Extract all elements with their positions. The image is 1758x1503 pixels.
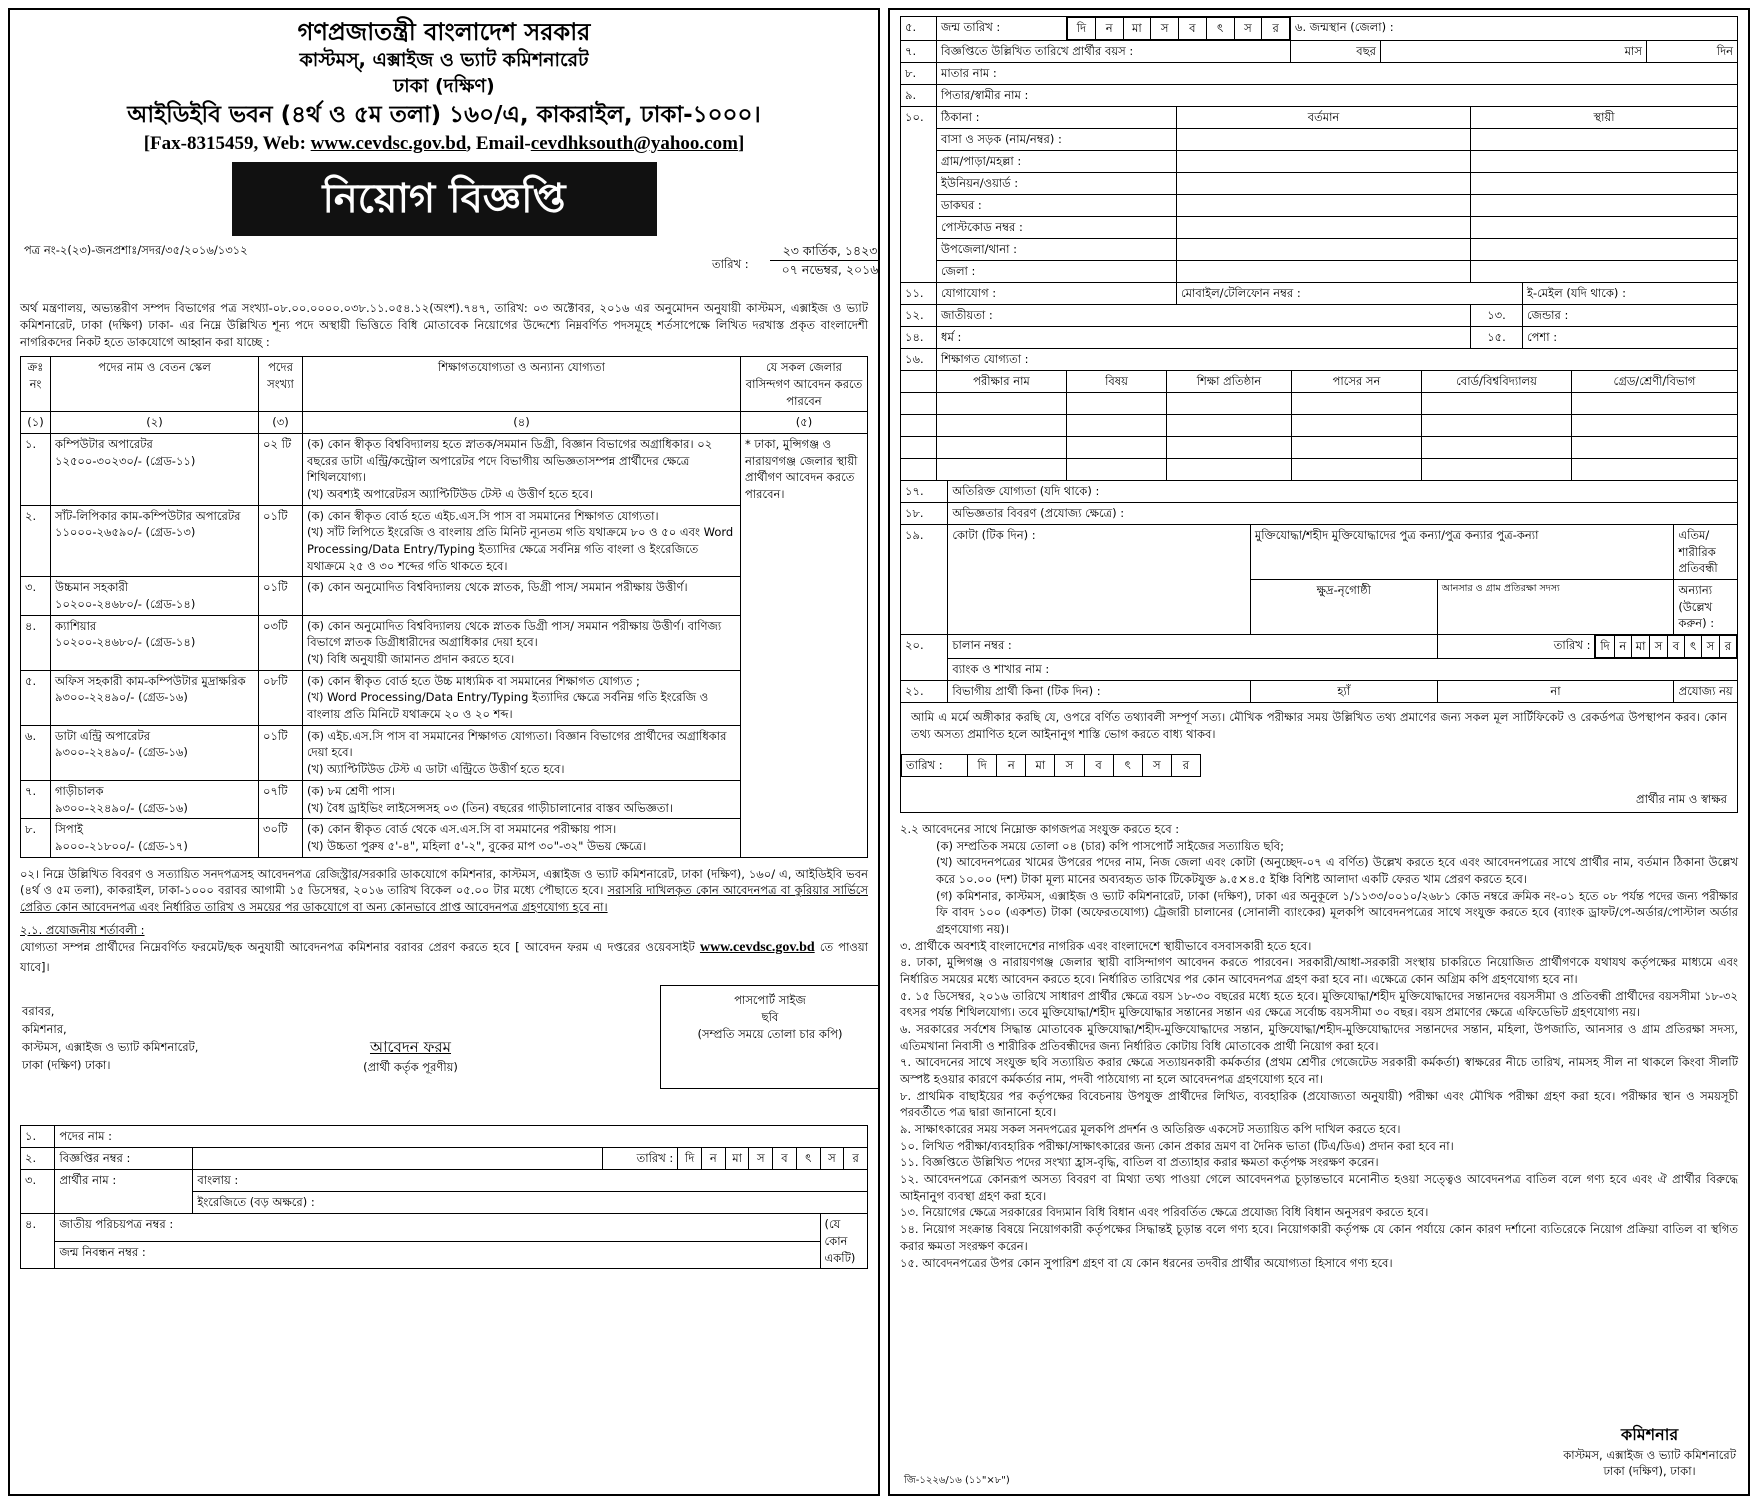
- table-row: ৬. ডাটা এন্ট্রি অপারেটর ৯৩০০-২২৪৯০/- (গ্রেড-১৬) ০১টি (ক) এইচ.এস.সি পাস বা সমমানের শিক্ষাগত যোগ্যতা। বিজ্ঞান বিভাগের প্রার্থীদের অগ্রাধিকার দেয়া হবে। (খ) অ্যাপ্টিটিউড টেস্ট এ ডাটা এন্ট্রিতে উত্তীর্ণ হতে হবে।: [21, 725, 868, 780]
- circular-number-field[interactable]: বিজ্ঞপ্তির নম্বর :: [55, 1148, 193, 1170]
- gender-field[interactable]: জেন্ডার :: [1523, 305, 1738, 327]
- contact-line: [Fax-8315459, Web: www.cevdsc.gov.bd, Email-cevdhksouth@yahoo.com]: [143, 132, 745, 154]
- list-item: ২.২ আবেদনের সাথে নিম্নোক্ত কাগজপত্র সংযুক্ত করতে হবে :: [900, 822, 1180, 837]
- challan-number-field[interactable]: চালান নম্বর :: [948, 635, 1437, 659]
- photo-box: পাসপোর্ট সাইজ ছবি (সম্প্রতি সময়ে তোলা চার কপি): [660, 985, 880, 1089]
- office-address: আইডিইবি ভবন (৪র্থ ও ৫ম তলা) ১৬০/এ, কাকরাইল, ঢাকা-১০০০।: [127, 101, 761, 128]
- form-title: আবেদন ফরম (প্রার্থী কর্তৃক পূরণীয়): [363, 1038, 458, 1074]
- conditions-block: ২.১. প্রযোজনীয় শর্তাবলী : যোগ্যতা সম্পন্ন প্রার্থীদের নিম্নেবর্ণিত ফরমেট/ছক অনুযায়ী আবেদনপত্র কমিশনার বরাবর প্রেরণ করতে হবে [ আবেদন ফরম এ দপ্তরের ওয়েবসাইট www.cevdsc.gov.bd তে পাওয়া যাবে]।: [20, 922, 868, 974]
- declaration-box: [901, 703, 1738, 813]
- nationality-field[interactable]: জাতীয়তা :: [937, 305, 1471, 327]
- table-row: ৩. উচ্চমান সহকারী ১০২০০-২৪৬৮০/- (গ্রেড-১৪) ০১টি (ক) কোন অনুমোদিত বিশ্ববিদ্যালয় থেকে স্নাতক, ডিগ্রী পাস/ সমমান পরীক্ষায় উত্তীর্ণ।: [21, 577, 868, 615]
- intro-paragraph: অর্থ মন্ত্রণালয়, অভ্যন্তরীণ সম্পদ বিভাগের পত্র সংখ্যা-০৮.০০.০০০০.০৩৮.১১.০৫৪.১২(অংশ).৭৪৭, তারিখ: ০৩ অক্টোবর, ২০১৬ এর অনুমোদন অনুযায়ী কাস্টমস, এক্সাইজ ও ভ্যাট কমিশনারেট, ঢাকা (দক্ষিণ) ঢাকা- এর নিম্নে উল্লিখিত শূন্য পদে অস্থায়ী ভিত্তিতে বিধি মোতাবেক নিয়োগের উদ্দেশ্যে নিম্নবর্ণিত পদসমূহে শর্তসাপেক্ষে লিখিত দরখাস্ত প্রকৃত বাংলাদেশী নাগরিকদের নিকট হতে ডাকযোগে আহ্বান করা যাচ্ছে :: [20, 301, 868, 349]
- left-column: [8, 8, 880, 1496]
- gov-title: গণপ্রজাতন্ত্রী বাংলাদেশ সরকার: [297, 18, 591, 46]
- memo-number: পত্র নং-২(২৩)-জনপ্রশাঃ/সদর/৩৫/২০১৬/১৩১২: [24, 243, 248, 258]
- name-bangla-field[interactable]: বাংলায় :: [193, 1170, 868, 1192]
- email-field[interactable]: ই-মেইল (যদি থাকে) :: [1523, 283, 1738, 305]
- list-item: ৩. প্রার্থীকে অবশ্যই বাংলাদেশের নাগরিক এবং বাংলাদেশে স্থায়ীভাবে বসবাসকারী হতে হবে।: [900, 938, 1312, 953]
- applicant-details-table: ৫. জন্ম তারিখ : দি ন মা স ব ৎ স র ৬. জন্মস্থান (জেলা) : ৭. বিজ্ঞপ্তিতে উল্লিখিত তারিখে প্রার্থীর বয়স : বছর মাস দিন ৮. মাতার নাম : ৯. পিতার/স্বামীর নাম : ১০. ঠিকানা : বর্তমান স্থায়ী বাসা ও সড়ক (নাম/নম্বর) : গ্রাম/পাড়া/মহল্লা : ইউনিয়ন/ওয়ার্ড : ডাকঘর : পোস্টকোড নম্বর : উপজেলা/থানা : জেলা : ১১. যোগাযোগ : মোবাইল/টেলিফোন নম্বর : ই-মেইল (যদি থাকে) : ১২. জাতীয়তা : ১৩. জেন্ডার : ১৪. ধর্ম : ১৫. পেশা : ১৬. শিক্ষাগত যোগ্যতা :: [900, 16, 1738, 371]
- signature-label: প্রার্থীর নাম ও স্বাক্ষর: [1636, 792, 1727, 807]
- education-table: পরীক্ষার নাম বিষয় শিক্ষা প্রতিষ্ঠান পাসের সন বোর্ড/বিশ্ববিদ্যালয় গ্রেড/শ্রেণী/বিভাগ: [900, 370, 1738, 481]
- col-count: পদের সংখ্যা: [259, 357, 303, 412]
- list-item: ১১. বিজ্ঞপ্তিতে উল্লিখিত পদের সংখ্যা হ্রাস-বৃদ্ধি, বাতিল বা প্রত্যাহার করার ক্ষমতা কর্তৃপক্ষ সংরক্ষণ করেন।: [900, 1155, 1379, 1170]
- religion-field[interactable]: ধর্ম :: [937, 327, 1471, 349]
- list-item: ৭. আবেদনের সাথে সংযুক্ত ছবি সত্যায়িত করার ক্ষেত্রে সত্যায়নকারী কর্মকর্তার (প্রথম শ্রেণীর গেজেটেড সরকারী কর্মকর্তা) স্বাক্ষরের নীচে তারিখ, নামসহ সীল না থাকলে কিংবা সীলটি অস্পষ্ট হওয়ার কারণে কর্মকর্তার নাম, পদবী পাঠযোগ্য না হলে আবেদনপত্র গ্রহণযোগ্য হবে না।: [900, 1055, 1738, 1087]
- office-name: কাস্টমস্, এক্সাইজ ও ভ্যাট কমিশনারেট: [299, 49, 589, 72]
- masthead: [20, 16, 868, 156]
- office-region: ঢাকা (দক্ষিণ): [393, 75, 495, 98]
- form-header: [20, 985, 868, 1125]
- reference-row: [20, 242, 879, 292]
- applicant-form-table: ১. পদের নাম : ২. বিজ্ঞপ্তির নম্বর : তারিখ : দি ন মা স ব ৎ স র ৩. প্রার্থীর নাম : বাংলায় : ইংরেজিতে (বড় অক্ষরে) : ৪. জাতীয় পরিচয়পত্র নম্বর : (যে কোন একটি) জন্ম নিবন্ধন নম্বর :: [20, 1125, 868, 1269]
- father-name-field[interactable]: পিতার/স্বামীর নাম :: [937, 85, 1738, 107]
- list-item: (খ) আবেদনপত্রের খামের উপরের পদের নাম, নিজ জেলা এবং কোটা (অনুচ্ছেদ-০৭ এ বর্ণিত) উল্লেখ করতে হবে এবং আবেদনপত্রের সাথে প্রার্থীর নাম, বর্তমান ঠিকানা উল্লেখ করে ১০.০০ (দশ) টাকা মূল্য মানের অব্যবহৃত ডাক টিকেটযুক্ত ৯.৫×৪.৫ ইঞ্চি বিশিষ্ট আলাদা একটি ফেরত খাম প্রেরণ করতে হবে।: [936, 855, 1738, 887]
- list-item: ৯. সাক্ষাৎকারের সময় সকল সনদপত্রের মূলকপি প্রদর্শন ও অতিরিক্ত একসেট সত্যায়িত কপি দাখিল করতে হবে।: [900, 1122, 1401, 1137]
- date-label: তারিখ :: [712, 257, 749, 272]
- col-qualification: শিক্ষাগতযোগ্যতা ও অন্যান্য যোগ্যতা: [303, 357, 741, 412]
- list-item: ১০. লিখিত পরীক্ষা/ব্যবহারিক পরীক্ষা/সাক্ষাৎকারের জন্য কোন প্রকার ভ্রমণ বা দৈনিক ভাতা (টিএ/ডিএ) প্রদান করা হবে না।: [900, 1138, 1454, 1153]
- notice-banner: নিয়োগ বিজ্ঞপ্তি: [232, 162, 657, 236]
- table-row[interactable]: [901, 437, 1738, 459]
- experience-field[interactable]: অভিজ্ঞতার বিবরণ (প্রযোজ্য ক্ষেত্রে) :: [948, 503, 1738, 525]
- post-name-field[interactable]: পদের নাম :: [55, 1126, 868, 1148]
- col-districts: যে সকল জেলার বাসিন্দগণ আবেদন করতে পারবেন: [741, 357, 868, 412]
- col-serial: ক্রঃ নং: [21, 357, 51, 412]
- email-link[interactable]: cevdhksouth@yahoo.com: [530, 132, 738, 154]
- table-row: ৪. ক্যাশিয়ার ১০২০০-২৪৬৮০/- (গ্রেড-১৪) ০৩টি (ক) কোন অনুমোদিত বিশ্ববিদ্যালয় থেকে স্নাতক ডিগ্রী পাস/ সমমান পরীক্ষায় উত্তীর্ণ। বাণিজ্য বিভাগে স্নাতক ডিগ্রীধারীদের অগ্রাধিকার দেয়া হবে। (খ) বিধি অনুযায়ী জামানত প্রদান করতে হবে।: [21, 615, 868, 670]
- list-item: (গ) কমিশনার, কাস্টমস, এক্সাইজ ও ভ্যাট কমিশনারেট, ঢাকা (দক্ষিণ), ঢাকা এর অনুকূলে ১/১১৩৩/০০১০/২৬৮১ কোড নম্বরে ক্রমিক নং-০১ হতে ০৮ পর্যন্ত পদের জন্য পরীক্ষার ফি বাবদ ১০০ (একশত) টাকা (অফেরতযোগ্য) ট্রেজারী চালানের (সোনালী ব্যাংকের) মূলকপি আবেদনপত্রের সাথে সংযুক্ত করতে হবে (ব্যাংক ড্রাফট/পে-অর্ডার/পোস্টাল অর্ডার গ্রহণযোগ্য নয়)।: [936, 888, 1738, 937]
- nid-field[interactable]: জাতীয় পরিচয়পত্র নম্বর :: [55, 1214, 820, 1242]
- birthplace-field[interactable]: ৬. জন্মস্থান (জেলা) :: [1291, 17, 1738, 41]
- form-website-link[interactable]: www.cevdsc.gov.bd: [699, 940, 815, 956]
- table-row[interactable]: [901, 393, 1738, 415]
- district-note: * ঢাকা, মুন্সিগঞ্জ ও নারায়ণগঞ্জ জেলার স্থায়ী প্রার্থীগণ আবেদন করতে পারবেন।: [741, 434, 868, 857]
- table-row: ৭. গাড়ীচালক ৯৩০০-২২৪৯০/- (গ্রেড-১৬) ০৭টি (ক) ৮ম শ্রেণী পাস। (খ) বৈধ ড্রাইভিং লাইসেন্সসহ ০৩ (তিন) বছরের গাড়ীচালানোর বাস্তব অভিজ্ঞতা।: [21, 780, 868, 818]
- table-row: ২. সাঁট-লিপিকার কাম-কম্পিউটার অপারেটর ১১০০০-২৬৫৯০/- (গ্রেড-১৩) ০১টি (ক) কোন স্বীকৃত বোর্ড হতে এইচ.এস.সি পাস বা সমমানের শিক্ষাগত যোগ্যতা। (খ) সাঁট লিপিতে ইংরেজি ও বাংলায় প্রতি মিনিট ন্যূনতম গতি যথাক্রমে ৮০ ও ৫০ এবং Word Processing/Data Entry/Typing ইত্যাদির ক্ষেত্রে সর্বনিম্ন গতি বাংলা ও ইংরেজিতে যথাক্রমে ২৫ ও ৩০ শব্দের গতি থাকতে হবে।: [21, 505, 868, 577]
- addressee: বরাবর, কমিশনার, কাস্টমস, এক্সাইজ ও ভ্যাট কমিশনারেট, ঢাকা (দক্ষিণ) ঢাকা।: [22, 1004, 199, 1072]
- quota-freedom-fighter[interactable]: মুক্তিযোদ্ধা/শহীদ মুক্তিযোদ্ধাদের পুত্র কন্যা/পুত্র কন্যার পুত্র-কন্যা: [1250, 525, 1674, 580]
- posts-table: ক্রঃ নং পদের নাম ও বেতন স্কেল পদের সংখ্যা শিক্ষাগতযোগ্যতা ও অন্যান্য যোগ্যতা যে সকল জেলার বাসিন্দগণ আবেদন করতে পারবেন (১) (২) (৩) (৪) (৫) ১. কম্পিউটার অপারেটর ১২৫০০-৩০২৩০/- (গ্রেড-১১) ০২ টি (ক) কোন স্বীকৃত বিশ্ববিদ্যালয় হতে স্নাতক/সমমান ডিগ্রী, বিজ্ঞান বিভাগের অগ্রাধিকার। ০২ বছরের ডাটা এন্ট্রি/কন্ট্রোল অপারেটর পদে বিভাগীয় অভিজ্ঞতাসম্পন্ন প্রার্থীদের ক্ষেত্রে শিথিলযোগ্য। (খ) অবশ্যই অপারেটরস অ্যাপ্টিটিউড টেস্ট এ উত্তীর্ণ হতে হবে। * ঢাকা, মুন্সিগঞ্জ ও নারায়ণগঞ্জ জেলার স্থায়ী প্রার্থীগণ আবেদন করতে পারবেন। ২. সাঁট-লিপিকার কাম-কম্পিউটার অপারেটর ১১০০০-২৬৫৯০/- (গ্রেড-১৩) ০১টি (ক) কোন স্বীকৃত বোর্ড হতে এইচ.এস.সি পাস বা সমমানের শিক্ষাগত যোগ্যতা। (খ) সাঁট লিপিতে ইংরেজি ও বাংলায় প্রতি মিনিট ন্যূনতম গতি যথাক্রমে ৮০ ও ৫০ এবং Word Processing/Data Entry/Typing ইত্যাদির ক্ষেত্রে সর্বনিম্ন গতি বাংলা ও ইংরেজিতে যথাক্রমে ২৫ ও ৩০ শব্দের গতি থাকতে হবে। ৩. উচ্চমান সহকারী ১০২০০-২৪৬৮০/- (গ্রেড-১৪) ০১টি (ক) কোন অনুমোদিত বিশ্ববিদ্যালয় থেকে স্নাতক, ডিগ্রী পাস/ সমমান পরীক্ষায় উত্তীর্ণ। ৪. ক্যাশিয়ার ১০২০০-২৪৬৮০/- (গ্রেড-১৪) ০৩টি (ক) কোন অনুমোদিত বিশ্ববিদ্যালয় থেকে স্নাতক ডিগ্রী পাস/ সমমান পরীক্ষায় উত্তীর্ণ। বাণিজ্য বিভাগে স্নাতক ডিগ্রীধারীদের অগ্রাধিকার দেয়া হবে। (খ) বিধি অনুযায়ী জামানত প্রদান করতে হবে। ৫. অফিস সহকারী কাম-কম্পিউটার মুদ্রাক্ষরিক ৯৩০০-২২৪৯০/- (গ্রেড-১৬) ০৮টি (ক) কোন স্বীকৃত বোর্ড হতে উচ্চ মাধ্যমিক বা সমমানের শিক্ষাগত যোগ্যত ; (খ) Word Processing/Data Entry/Typing ইত্যাদির ক্ষেত্রে সর্বনিম্ন গতি ইংরেজি ও বাংলায় প্রতি মিনিটে যথাক্রমে ২০ ও ২০ শব্দ। ৬. ডাটা এন্ট্রি অপারেটর ৯৩০০-২২৪৯০/- (গ্রেড-১৬) ০১টি (ক) এইচ.এস.সি পাস বা সমমানের শিক্ষাগত যোগ্যতা। বিজ্ঞান বিভাগের প্রার্থীদের অগ্রাধিকার দেয়া হবে। (খ) অ্যাপ্টিটিউড টেস্ট এ ডাটা এন্ট্রিতে উত্তীর্ণ হতে হবে। ৭. গাড়ীচালক ৯৩০০-২২৪৯০/- (গ্রেড-১৬) ০৭টি (ক) ৮ম শ্রেণী পাস। (খ) বৈধ ড্রাইভিং লাইসেন্সসহ ০৩ (তিন) বছরের গাড়ীচালানোর বাস্তব অভিজ্ঞতা। ৮. সিপাই ৯০০০-২১৮০০/- (গ্রেড-১৭) ৩০টি (ক) কোন স্বীকৃত বোর্ড থেকে এস.এস.সি বা সমমানের পরীক্ষায় পাস। (খ) উচ্চতা পুরুষ ৫'-৪", মহিলা ৫'-২", বুকের মাপ ৩০"-৩২" উভয় ক্ষেত্রে।: [20, 356, 868, 857]
- issue-date: ২৩ কার্তিক, ১৪২৩ ০৭ নভেম্বর, ২০১৬: [770, 242, 880, 279]
- list-item: ১৪. নিয়োগ সংক্রান্ত বিষয়ে নিয়োগকারী কর্তৃপক্ষের সিদ্ধান্তই চূড়ান্ত বলে গণ্য হবে। নিয়োগকারী কর্তৃপক্ষ যে কোন পর্যায়ে কোন কারণ দর্শানো ব্যতিরেকে নিয়োগ প্রক্রিয়া বাতিল বা স্থগিত করার ক্ষমতা সংরক্ষণ করেন।: [900, 1222, 1738, 1253]
- list-item: ৪. ঢাকা, মুন্সিগঞ্জ ও নারায়ণগঞ্জ জেলার স্থায়ী বাসিন্দাগণ আবেদন করতে পারবেন। সরকারী/আধা-সরকারী সংস্থায় চাকরিতে নিয়োজিত প্রার্থীগণকে যথাযথ কর্তৃপক্ষের মাধ্যমে এবং নির্ধারিত সময়ের মধ্যে আবেদন করতে হবে। নির্ধারিত তারিখের পর কোন আবেদনপত্র গ্রহণ করা হবে না। এক্ষেত্রে কোন অগ্রিম কপি গ্রহণযোগ্য হবে না।: [900, 955, 1738, 987]
- quota-ansar[interactable]: আনসার ও গ্রাম প্রতিরক্ষা সদস্য: [1437, 580, 1674, 635]
- extra-qualification-field[interactable]: অতিরিক্ত যোগ্যতা (যদি থাকে) :: [948, 481, 1738, 503]
- declaration-date-boxes: তারিখ : দি ন মা স ব ৎ স র: [901, 754, 1201, 777]
- list-item: ৫. ১৫ ডিসেম্বর, ২০১৬ তারিখে সাধারণ প্রার্থীর ক্ষেত্রে বয়স ১৮-৩০ বছরের মধ্যে হতে হবে। মুক্তিযোদ্ধা/শহীদ মুক্তিযোদ্ধাদের সন্তানদের বয়সসীমা ও প্রতিবন্ধী প্রার্থীদের বয়সসীমা ১৮-৩২ বৎসর পর্যন্ত শিথিলযোগ্য। তবে মুক্তিযোদ্ধা/শহীদ মুক্তিযোদ্ধার সন্তানের সন্তান এর ক্ষেত্রে সর্বোচ্চ বয়সসীমা ৩০ বছর। বয়স প্রমাণের ক্ষেত্রে এফিডেভিট গ্রহণযোগ্য নয়।: [900, 988, 1738, 1020]
- table-row[interactable]: [901, 459, 1738, 481]
- list-item: ৮. প্রাথমিক বাছাইয়ের পর কর্তৃপক্ষের বিবেচনায় উপযুক্ত প্রার্থীদের লিখিত, ব্যবহারিক (প্রযোজ্যতা অনুযায়ী) পরীক্ষা এবং মৌখিক পরীক্ষা গ্রহণ করা হবে। পরীক্ষার স্থান ও সময়সূচী পরবর্তীতে পত্র দ্বারা জানানো হবে।: [900, 1088, 1738, 1120]
- submission-paragraph: ০২। নিম্নে উল্লিখিত বিবরণ ও সত্যায়িত সনদপত্রসহ আবেদনপত্র রেজিস্ট্রার/সরকারি ডাকযোগে কমিশনার, কাস্টমস, এক্সাইজ ও ভ্যাট কমিশনারেট, ঢাকা (দক্ষিণ), ১৬০/ এ, আইডিইবি ভবন (৪র্থ ও ৫ম তলা), কাকরাইল, ঢাকা-১০০০ বরাবর আগামী ১৫ ডিসেম্বর, ২০১৬ তারিখ বিকেল ০৫.০০ টার মধ্যে পৌছাতে হবে। সরাসরি দাখিলকৃত কোন আবেদনপত্র বা কুরিয়ার সার্ভিসে প্রেরিত কোন আবেদনপত্র এবং নির্ধারিত তারিখ ও সময়ের পর ডাকযোগে বা অন্য কোনভাবে প্রাপ্ত আবেদনপত্র গ্রহণযোগ্য হবে না।: [20, 866, 869, 914]
- table-row[interactable]: [901, 415, 1738, 437]
- challan-date-boxes[interactable]: দি ন মা স ব ৎ স র: [1595, 635, 1738, 659]
- website-link[interactable]: www.cevdsc.gov.bd: [310, 132, 467, 154]
- table-row: ৮. সিপাই ৯০০০-২১৮০০/- (গ্রেড-১৭) ৩০টি (ক) কোন স্বীকৃত বোর্ড থেকে এস.এস.সি বা সমমানের পরীক্ষায় পাস। (খ) উচ্চতা পুরুষ ৫'-৪", মহিলা ৫'-২", বুকের মাপ ৩০"-৩২" উভয় ক্ষেত্রে।: [21, 819, 868, 857]
- departmental-na[interactable]: প্রযোজ্য নয়: [1674, 681, 1738, 703]
- occupation-field[interactable]: পেশা :: [1523, 327, 1738, 349]
- table-row: ৫. অফিস সহকারী কাম-কম্পিউটার মুদ্রাক্ষরিক ৯৩০০-২২৪৯০/- (গ্রেড-১৬) ০৮টি (ক) কোন স্বীকৃত বোর্ড হতে উচ্চ মাধ্যমিক বা সমমানের শিক্ষাগত যোগ্যত ; (খ) Word Processing/Data Entry/Typing ইত্যাদির ক্ষেত্রে সর্বনিম্ন গতি ইংরেজি ও বাংলায় প্রতি মিনিটে যথাক্রমে ২০ ও ২০ শব্দ।: [21, 670, 868, 725]
- quota-orphan-disabled[interactable]: এতিম/শারীরিক প্রতিবন্ধী: [1674, 525, 1738, 580]
- quota-other[interactable]: অন্যান্য (উল্লেখ করুন) :: [1674, 580, 1738, 635]
- departmental-no[interactable]: না: [1437, 681, 1674, 703]
- instructions-list: [900, 821, 1738, 1271]
- other-details-table: ১৭. অতিরিক্ত যোগ্যতা (যদি থাকে) : ১৮. অভিজ্ঞতার বিবরণ (প্রযোজ্য ক্ষেত্রে) : ১৯. কোটা (টিক দিন) : মুক্তিযোদ্ধা/শহীদ মুক্তিযোদ্ধাদের পুত্র কন্যা/পুত্র কন্যার পুত্র-কন্যা এতিম/শারীরিক প্রতিবন্ধী ক্ষুদ্র-নৃগোষ্ঠী আনসার ও গ্রাম প্রতিরক্ষা সদস্য অন্যান্য (উল্লেখ করুন) : ২০. চালান নম্বর : তারিখ : দি ন মা স ব ৎ স র ব্যাংক ও শাখার নাম : ২১. বিভাগীয় প্রার্থী কিনা (টিক দিন) : হ্যাঁ না প্রযোজ্য নয় আমি এ মর্মে অঙ্গীকার করছি যে, ওপরে বর্ণিত তথ্যাবলী সম্পূর্ণ সত্য। মৌখিক পরীক্ষার সময় উল্লিখিত তথ্য প্রমাণের জন্য সকল মূল সার্টিফিকেট ও রেকর্ডপত্র উপস্থাপন করব। কোন তথ্য অসত্য প্রমাণিত হলে আইনানুগ শাস্তি ভোগ করতে বাধ্য থাকব। তারিখ : দি ন মা স ব ৎ স র প্রার্থীর নাম ও স্বাক্ষর: [900, 480, 1738, 813]
- right-column: [888, 8, 1750, 1496]
- table-row: ১. কম্পিউটার অপারেটর ১২৫০০-৩০২৩০/- (গ্রেড-১১) ০২ টি (ক) কোন স্বীকৃত বিশ্ববিদ্যালয় হতে স্নাতক/সমমান ডিগ্রী, বিজ্ঞান বিভাগের অগ্রাধিকার। ০২ বছরের ডাটা এন্ট্রি/কন্ট্রোল অপারেটর পদে বিভাগীয় অভিজ্ঞতাসম্পন্ন প্রার্থীদের ক্ষেত্রে শিথিলযোগ্য। (খ) অবশ্যই অপারেটরস অ্যাপ্টিটিউড টেস্ট এ উত্তীর্ণ হতে হবে। * ঢাকা, মুন্সিগঞ্জ ও নারায়ণগঞ্জ জেলার স্থায়ী প্রার্থীগণ আবেদন করতে পারবেন।: [21, 434, 868, 506]
- bank-branch-field[interactable]: ব্যাংক ও শাখার নাম :: [948, 659, 1738, 681]
- list-item: ৬. সরকারের সর্বশেষ সিদ্ধান্ত মোতাবেক মুক্তিযোদ্ধা/শহীদ-মুক্তিযোদ্ধাদের সন্তান, মুক্তিযোদ্ধা/শহীদ-মুক্তিযোদ্ধাদের সন্তানদের সন্তান, মহিলা, উপজাতি, আনসার ও গ্রাম প্রতিরক্ষা সদস্য, এতিমখানা নিবাসী ও শারীরিক প্রতিবন্ধীদের জন্য নির্ধারিত কোটায় বিধি মোতাবেক প্রার্থী নিয়োগ করা হবে।: [900, 1022, 1738, 1053]
- col-post: পদের নাম ও বেতন স্কেল: [51, 357, 259, 412]
- birth-reg-field[interactable]: জন্ম নিবন্ধন নম্বর :: [55, 1241, 820, 1269]
- list-item: ১২. আবেদনপত্রে কোনরূপ অসত্য বিবরণ বা মিথ্যা তথ্য পাওয়া গেলে আবেদনপত্র চূড়ান্তভাবে মনোনীত হওয়া সত্ত্বেও আবেদনপত্র বাতিল বলে গণ্য হবে এবং ঐ প্রার্থীর বিরুদ্ধে আইনানুগ ব্যবস্থা গ্রহণ করা হবে।: [900, 1172, 1738, 1203]
- mother-name-field[interactable]: মাতার নাম :: [937, 63, 1738, 85]
- quota-ethnic[interactable]: ক্ষুদ্র-নৃগোষ্ঠী: [1250, 580, 1437, 635]
- list-item: ১৫. আবেদনপত্রের উপর কোন সুপারিশ গ্রহণ বা যে কোন ধরনের তদবীর প্রার্থীর অযোগ্যতা হিসাবে গণ্য হবে।: [900, 1255, 1393, 1270]
- name-english-field[interactable]: ইংরেজিতে (বড় অক্ষরে) :: [193, 1192, 868, 1214]
- declaration-text: আমি এ মর্মে অঙ্গীকার করছি যে, ওপরে বর্ণিত তথ্যাবলী সম্পূর্ণ সত্য। মৌখিক পরীক্ষার সময় উল্লিখিত তথ্য প্রমাণের জন্য সকল মূল সার্টিফিকেট ও রেকর্ডপত্র উপস্থাপন করব। কোন তথ্য অসত্য প্রমাণিত হলে আইনানুগ শাস্তি ভোগ করতে বাধ্য থাকব।: [911, 710, 1727, 741]
- departmental-yes[interactable]: হ্যাঁ: [1250, 681, 1437, 703]
- list-item: (ক) সম্প্রতিক সময়ে তোলা ০৪ (চার) কপি পাসপোর্ট সাইজের সত্যায়িত ছবি;: [936, 838, 1285, 853]
- conditions-title: ২.১. প্রযোজনীয় শর্তাবলী :: [20, 922, 145, 937]
- phone-field[interactable]: মোবাইল/টেলিফোন নম্বর :: [1177, 283, 1523, 305]
- print-code: জি-১২২৬/১৬ (১১"×৮"): [904, 1474, 1010, 1486]
- commissioner-signature: কমিশনার কাস্টমস, এক্সাইজ ও ভ্যাট কমিশনারেট ঢাকা (দক্ষিণ), ঢাকা।: [1563, 1425, 1736, 1479]
- list-item: ১৩. নিয়োগের ক্ষেত্রে সরকারের বিদ্যমান বিধি বিধান এবং পরিবর্তিত ক্ষেত্রে প্রযোজ্য বিধি বিধান অনুসরণ করতে হবে।: [900, 1205, 1429, 1220]
- birth-date-boxes[interactable]: দি ন মা স ব ৎ স র: [1067, 17, 1291, 41]
